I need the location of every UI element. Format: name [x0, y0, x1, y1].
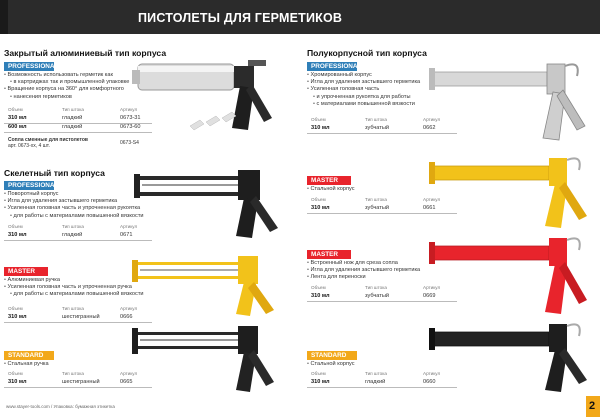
badge-standard: STANDARD	[4, 351, 54, 360]
page-number: 2	[589, 400, 596, 412]
feature-item: • Усиленная головная часть	[307, 86, 432, 93]
badge-professional: PROFESSIONAL	[307, 62, 357, 71]
header-stripe	[0, 0, 8, 34]
table-row: 310 мл зубчатый 0661	[307, 205, 457, 214]
badge-master: MASTER	[307, 250, 351, 259]
half-pro-gun-image	[425, 56, 597, 144]
feature-item: • Стальной корпус	[307, 186, 432, 193]
feature-item: • в картриджах так и промышленной упаковке	[4, 79, 144, 86]
feature-item: • Лента для переноски	[307, 274, 432, 281]
skeleton-pro-gun-image	[128, 162, 288, 240]
table-header: Объем Тип штока Артикул	[8, 224, 138, 229]
feature-item: • Встроенный нож для среза сопла	[307, 260, 432, 267]
badge-professional: PROFESSIONAL	[4, 181, 54, 190]
table-header: Объем Тип штока Артикул	[8, 371, 138, 376]
features-half	[307, 72, 432, 108]
feature-item: • Игла для удаления застывшего герметика	[307, 267, 432, 274]
table-row: 310 мл гладкий 0671	[4, 232, 152, 241]
closed-gun-image	[130, 56, 280, 140]
section-title-closed: Закрытый алюминиевый тип корпуса	[4, 48, 167, 58]
feature-item: • Усиленная головная часть и упрочненная рукоятка	[4, 205, 179, 212]
section-title-skeleton: Скелетный тип корпуса	[4, 168, 105, 178]
features-skel-standard	[4, 361, 144, 368]
half-standard-gun-image	[425, 318, 597, 396]
table-header: Объем Тип штока Артикул	[311, 117, 441, 122]
feature-item: • Хромированный корпус	[307, 72, 432, 79]
badge-standard: STANDARD	[307, 351, 357, 360]
badge-master: MASTER	[4, 267, 48, 276]
table-header: Объем Тип штока Артикул	[8, 306, 138, 311]
page-title: ПИСТОЛЕТЫ ДЛЯ ГЕРМЕТИКОВ	[138, 11, 343, 25]
table-row: 310 мл гладкий 0660	[307, 379, 457, 388]
table-row: 310 мл гладкий 0673-31	[4, 115, 152, 124]
feature-item: • Игла для удаления застывшего герметика	[4, 198, 179, 205]
feature-item: • Возможность использовать герметик как	[4, 72, 144, 79]
table-header: Объем Тип штока Артикул	[311, 197, 441, 202]
table-row: 310 мл шестигранный 0665	[4, 379, 152, 388]
section-title-half: Полукорпусной тип корпуса	[307, 48, 427, 58]
feature-item: • для работы с материалами повышенной вязкости	[4, 213, 179, 220]
table-header: Объем Тип штока Артикул	[311, 371, 441, 376]
table-row: 310 мл зубчатый 0662	[307, 125, 457, 134]
features-half-standard	[307, 361, 432, 368]
feature-item: • Стальная ручка	[4, 361, 144, 368]
table-row: 600 мл гладкий 0673-60	[4, 124, 152, 133]
feature-item: • Поворотный корпус	[4, 191, 179, 198]
feature-item: • Вращение корпуса на 360° для комфортного	[4, 86, 144, 93]
feature-item: • с материалами повышенной вязкости	[307, 101, 432, 108]
table-header: Объем Тип штока Артикул	[8, 107, 138, 112]
features-half-master1	[307, 186, 432, 193]
table-row: 310 мл шестигранный 0666	[4, 314, 152, 323]
table-row: 310 мл зубчатый 0669	[307, 293, 457, 302]
feature-item: • Алюминиевая ручка	[4, 277, 179, 284]
footer-text: www.stayer-tools.com / Упаковка: бумажная этикетка	[6, 404, 115, 409]
skeleton-master-gun-image	[128, 252, 288, 318]
features-half-master2	[307, 260, 432, 282]
feature-item: • для работы с материалами повышенной вязкости	[4, 291, 179, 298]
feature-item: • Усиленная головная часть и упрочненная ручка	[4, 284, 179, 291]
badge-master: MASTER	[307, 176, 351, 185]
page-number-tab	[586, 396, 600, 417]
feature-item: • Игла для удаления застывшего герметика	[307, 79, 432, 86]
nozzle-note: Сопла сменные для пистолетов арт. 0673-хх, 4 шт. 0673-S4	[8, 137, 139, 149]
half-master-yellow-gun-image	[425, 152, 597, 232]
page-header	[0, 0, 600, 34]
table-header: Объем Тип штока Артикул	[311, 285, 441, 290]
feature-item: • нанесения герметиков	[4, 94, 144, 101]
feature-item: • и упрочненная рукоятка для работы	[307, 94, 432, 101]
feature-item: • Стальной корпус	[307, 361, 432, 368]
half-master-red-gun-image	[425, 232, 597, 318]
features-closed	[4, 72, 144, 101]
skeleton-standard-gun-image	[128, 318, 288, 396]
badge-professional: PROFESSIONAL	[4, 62, 54, 71]
